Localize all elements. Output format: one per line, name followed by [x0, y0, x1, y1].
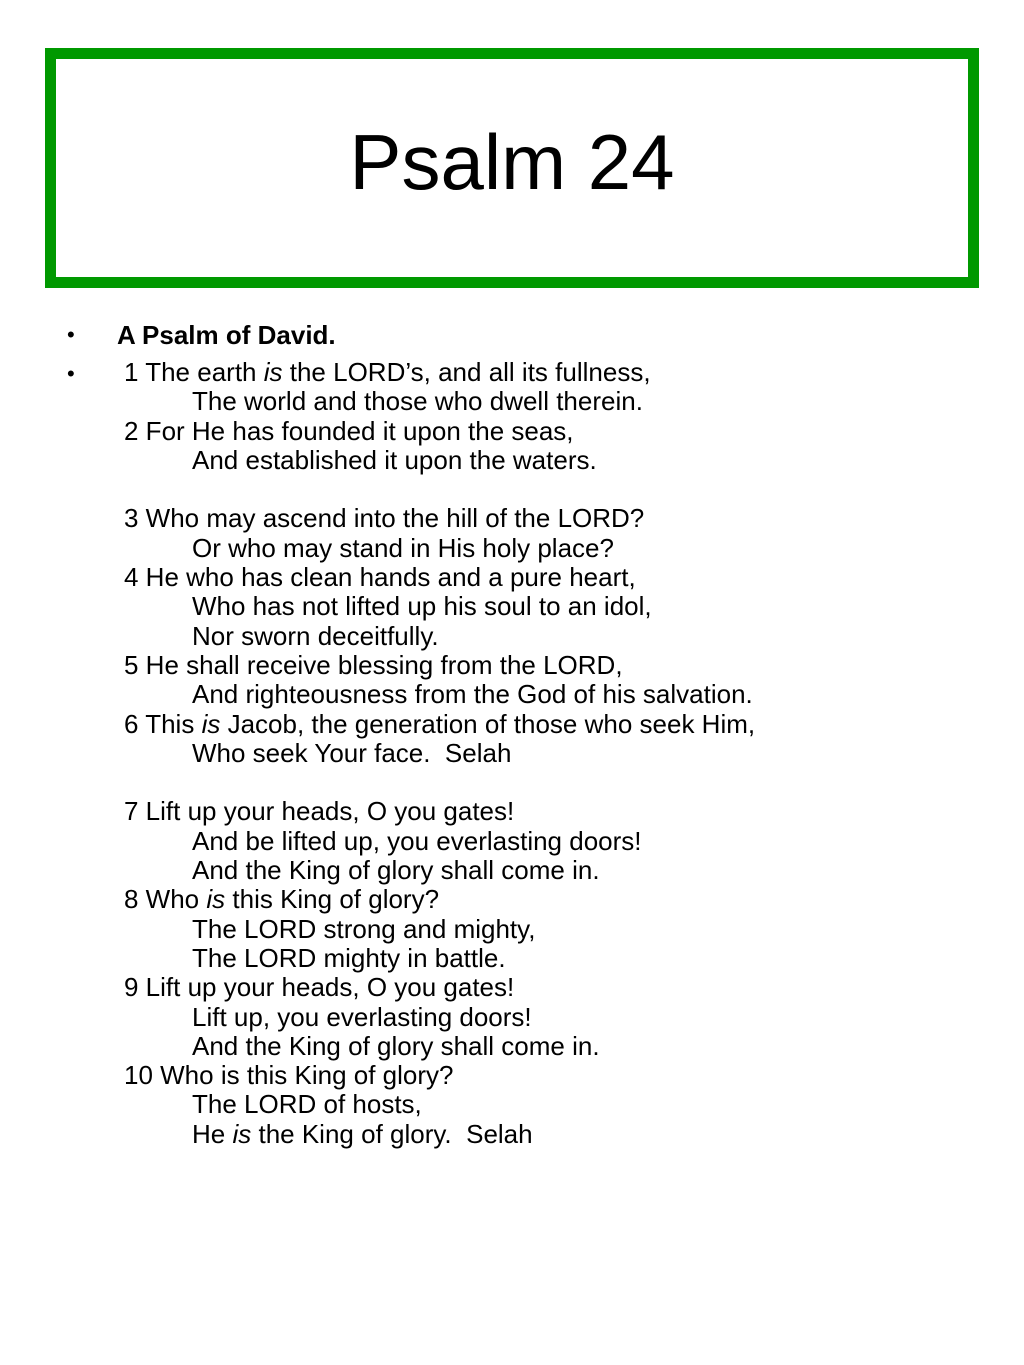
verse-line: And be lifted up, you everlasting doors!	[192, 825, 642, 856]
stanza-break	[124, 768, 1004, 797]
bullet-marker: •	[67, 361, 75, 386]
verse-line: 1 The earth is the LORD’s, and all its fullness,	[124, 357, 651, 387]
verse-line: 8 Who is this King of glory?	[124, 884, 440, 915]
verse-line: And the King of glory shall come in.	[192, 855, 600, 886]
verse-line: 10 Who is this King of glory?	[124, 1060, 454, 1091]
verse-line: Or who may stand in His holy place?	[192, 532, 614, 563]
verse-line: 9 Lift up your heads, O you gates!	[124, 972, 515, 1003]
verse-line: 6 This is Jacob, the generation of those who seek Him,	[124, 708, 756, 739]
title-box	[45, 48, 979, 288]
verse-line: He is the King of glory. Selah	[192, 1118, 533, 1149]
bullet-marker: •	[67, 322, 75, 347]
stanza-break	[124, 475, 1004, 504]
verse-line: And established it upon the waters.	[192, 444, 597, 475]
verse-line: And righteousness from the God of his salvation.	[192, 679, 753, 710]
verse-line: Who has not lifted up his soul to an idol,	[192, 591, 652, 622]
verse-line: The LORD mighty in battle.	[192, 942, 506, 973]
page-title: Psalm 24	[349, 118, 675, 206]
verse-line: 3 Who may ascend into the hill of the LORD?	[124, 503, 645, 534]
verse-line: The LORD of hosts,	[192, 1089, 422, 1120]
verse-list	[124, 358, 1004, 1149]
verse-line: The LORD strong and mighty,	[192, 913, 536, 944]
verse-line: Who seek Your face. Selah	[192, 737, 512, 768]
verse-line: And the King of glory shall come in.	[192, 1030, 600, 1061]
verse-line: 5 He shall receive blessing from the LORD,	[124, 649, 623, 680]
verse-line: Lift up, you everlasting doors!	[192, 1001, 532, 1032]
verse-line: 4 He who has clean hands and a pure heart,	[124, 562, 636, 593]
verse-line: The world and those who dwell therein.	[192, 386, 643, 417]
verse-line: 2 For He has founded it upon the seas,	[124, 415, 574, 446]
verse-line: 7 Lift up your heads, O you gates!	[124, 796, 515, 827]
psalm-heading: A Psalm of David.	[117, 320, 336, 350]
verse-line: Nor sworn deceitfully.	[192, 620, 439, 651]
